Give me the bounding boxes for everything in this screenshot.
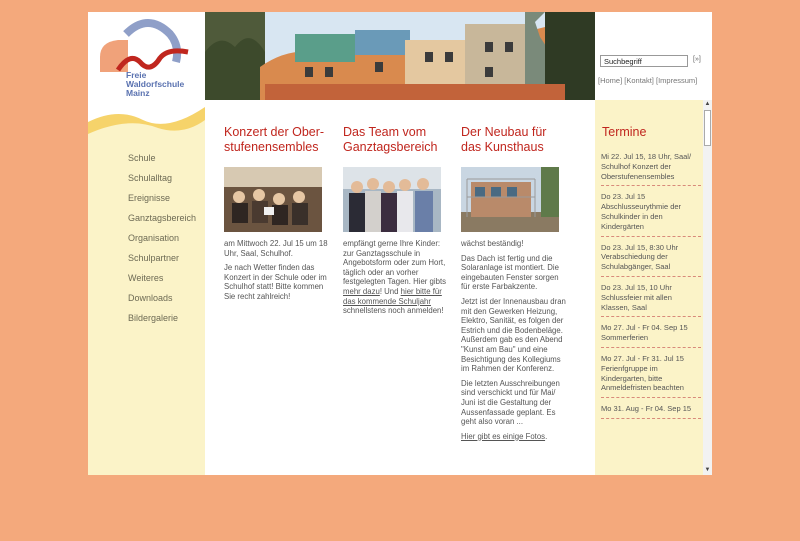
- construction-photo[interactable]: [461, 167, 559, 232]
- mehr-dazu-link[interactable]: mehr dazu: [343, 286, 380, 296]
- article-text-start: empfängt gerne Ihre Kinder: zur Ganztagsschule in Angebotsform oder zum Hort, täglich oder an vorher festgelegten Tagen. Hier gibts: [343, 239, 447, 287]
- team-photo[interactable]: [343, 167, 441, 232]
- nav-item-ereignisse[interactable]: Ereignisse: [128, 193, 171, 203]
- header-banner-image: [205, 12, 595, 100]
- article-text: Je nach Wetter finden das Konzert in der Schule oder im Schulhof statt! Bitte kommen Sie recht zahlreich!: [224, 263, 327, 301]
- article-ganztag: [343, 125, 451, 321]
- article-konzert: [224, 125, 332, 307]
- article-text: Die letzten Ausschreibungen sind verschickt und für Mai/ Juni ist die Gestaltung der Aussenfassade geplant. Es geht also voran ...: [461, 378, 560, 427]
- article-title[interactable]: Der Neubau für das Kunsthaus: [461, 125, 547, 154]
- fotos-link[interactable]: Hier gibt es einige Fotos: [461, 431, 546, 441]
- nav-item-bildergalerie[interactable]: Bildergalerie: [128, 313, 179, 323]
- termine-panel: [595, 100, 712, 475]
- termin-item[interactable]: Do 23. Jul 15 Abschlusseurythmie der Schulkinder in den Kindergärten: [601, 192, 701, 236]
- impressum-link[interactable]: [Impressum]: [655, 76, 698, 85]
- article-text: [461, 432, 569, 442]
- search-area: [595, 12, 712, 100]
- termin-item[interactable]: Do 23. Jul 15, 10 Uhr Schlussfeier mit allen Klassen, Saal: [601, 283, 701, 317]
- article-title[interactable]: Das Team vom Ganztagsbereich: [343, 125, 438, 154]
- search-input[interactable]: [600, 55, 688, 67]
- article-text-end: schnellstens noch anmelden!: [343, 306, 444, 316]
- termin-item[interactable]: Mi 22. Jul 15, 18 Uhr, Saal/ Schulhof Konzert der Oberstufenensembles: [601, 152, 701, 186]
- logo-text: [126, 71, 184, 98]
- termin-item[interactable]: Mo 31. Aug - Fr 04. Sep 15: [601, 404, 701, 419]
- school-building-photo: [205, 12, 595, 100]
- main-navigation: [128, 153, 196, 333]
- nav-item-schulpartner[interactable]: Schulpartner: [128, 253, 180, 263]
- anmelden-link[interactable]: hier bitte für das kommende Schuljahr: [343, 286, 442, 306]
- nav-item-downloads[interactable]: Downloads: [128, 293, 173, 303]
- termin-item[interactable]: Mo 27. Jul - Fr 04. Sep 15 Sommerferien: [601, 323, 701, 348]
- article-neubau: [461, 125, 569, 446]
- termine-title: Termine: [602, 125, 647, 139]
- logo-line-3: Mainz: [126, 88, 150, 98]
- nav-item-schulalltag[interactable]: Schulalltag: [128, 173, 173, 183]
- kontakt-link[interactable]: [Kontakt]: [624, 76, 654, 85]
- article-text: wächst beständig!: [461, 239, 524, 248]
- article-text: [343, 239, 451, 316]
- article-title[interactable]: Konzert der Ober-stufenensembles: [224, 125, 325, 154]
- top-links: [598, 76, 697, 85]
- fotos-link-end: .: [545, 431, 548, 441]
- nav-item-organisation[interactable]: Organisation: [128, 233, 180, 243]
- article-text-mid: ! Und: [379, 286, 401, 296]
- scroll-up-icon[interactable]: ▲: [704, 101, 711, 107]
- concert-photo[interactable]: [224, 167, 322, 232]
- school-logo[interactable]: [88, 12, 205, 137]
- logo-line-1: Freie: [126, 70, 147, 80]
- article-text: Das Dach ist fertig und die Solaranlage ist montiert. Die eingebauten Fenster sorgen für erste Farbakzente.: [461, 253, 559, 292]
- home-link[interactable]: [Home]: [598, 76, 623, 85]
- logo-line-2: Waldorfschule: [126, 79, 185, 89]
- scroll-thumb[interactable]: [704, 110, 711, 146]
- termin-item[interactable]: Do 23. Jul 15, 8:30 Uhr Verabschiedung der Schulabgänger, Saal: [601, 243, 701, 277]
- termin-item[interactable]: Mo 27. Jul - Fr 31. Jul 15 Ferienfgruppe im Kindergarten, bitte Anmeldefristen beachten: [601, 354, 701, 398]
- nav-item-ganztagsbereich[interactable]: Ganztagsbereich: [128, 213, 197, 223]
- termine-scrollbar[interactable]: [703, 100, 712, 475]
- article-text: am Mittwoch 22. Jul 15 um 18 Uhr, Saal, Schulhof.: [224, 239, 328, 258]
- nav-item-weiteres[interactable]: Weiteres: [128, 273, 164, 283]
- left-sidebar: [88, 12, 205, 475]
- nav-item-schule[interactable]: Schule: [128, 153, 156, 163]
- page-container: [88, 12, 712, 475]
- article-text: Jetzt ist der Innenausbau dran mit den Gewerken Heizung, Elektro, Sanität, es folgen der Estrich und die Bodenbeläge. Außerdem gab es den Abend "Kunst am Bau" und eine Besichtigung des Kollegiums im Rahmen der Konferenz.: [461, 296, 566, 374]
- termine-list: [601, 152, 701, 425]
- scroll-down-icon[interactable]: ▼: [704, 467, 711, 473]
- search-submit-button[interactable]: [»]: [693, 56, 701, 63]
